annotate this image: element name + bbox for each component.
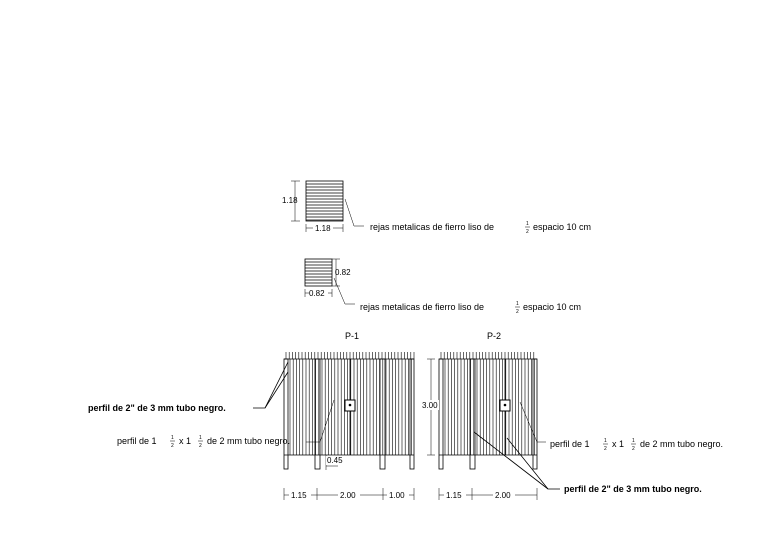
svg-text:1: 1 — [604, 438, 607, 444]
svg-text:x 1: x 1 — [179, 436, 192, 446]
panel-p1-spikes — [286, 352, 414, 359]
grill-small-leader — [334, 278, 355, 304]
panel-p2-rail-note: perfil de 1 — [550, 439, 590, 449]
window-grill-large — [282, 181, 591, 235]
svg-text:de 2 mm tubo negro.: de 2 mm tubo negro. — [207, 436, 291, 446]
svg-text:2: 2 — [516, 309, 519, 315]
panel-p1 — [88, 331, 414, 500]
panel-p2-dim-middle: 2.00 — [495, 491, 511, 500]
grill-large-height-label: 1.18 — [282, 196, 298, 205]
grill-large-note-end: espacio 10 cm — [533, 222, 592, 232]
svg-text:1: 1 — [516, 301, 519, 307]
svg-text:1: 1 — [199, 435, 202, 441]
panel-p2-post-left — [439, 359, 443, 469]
svg-text:2: 2 — [526, 229, 529, 235]
panel-p1-frame-note: perfil de 2" de 3 mm tubo negro. — [88, 403, 226, 413]
svg-text:2: 2 — [632, 446, 635, 452]
panel-p1-dim-right: 1.00 — [389, 491, 405, 500]
grill-small-bars — [305, 262, 332, 283]
svg-text:2: 2 — [199, 443, 202, 449]
panel-p2-height-label: 3.00 — [422, 401, 438, 410]
grill-large-note: rejas metalicas de fierro liso de — [370, 222, 495, 232]
panel-p1-dim-middle: 2.00 — [340, 491, 356, 500]
panel-p2-title: P-2 — [487, 331, 502, 341]
svg-text:2: 2 — [171, 443, 174, 449]
panel-p1-offset-label: 0.45 — [327, 456, 343, 465]
svg-text:1: 1 — [171, 435, 174, 441]
panel-p2-bars — [445, 359, 535, 455]
grill-small-note: rejas metalicas de fierro liso de — [360, 302, 485, 312]
grill-small-frame — [305, 259, 332, 286]
svg-text:1: 1 — [526, 221, 529, 227]
svg-text:2: 2 — [604, 446, 607, 452]
panel-p2-dim-left: 1.15 — [446, 491, 462, 500]
grill-large-bars — [306, 184, 343, 220]
svg-text:x 1: x 1 — [612, 439, 625, 449]
grill-small-note-end: espacio 10 cm — [523, 302, 582, 312]
panel-p1-frame-leader — [253, 362, 288, 408]
svg-text:1: 1 — [632, 438, 635, 444]
grill-large-width-label: 1.18 — [315, 224, 331, 233]
grill-small-height-label: 0.82 — [335, 268, 351, 277]
panel-p2 — [421, 331, 723, 500]
panel-p1-post-right — [410, 359, 414, 469]
window-grill-small — [305, 259, 581, 315]
panel-p1-title: P-1 — [345, 331, 360, 341]
panel-p2-post-right — [533, 359, 537, 469]
svg-text:de 2 mm tubo negro.: de 2 mm tubo negro. — [640, 439, 724, 449]
panel-p1-dim-left: 1.15 — [291, 491, 307, 500]
panel-p1-rail-note: perfil de 1 — [117, 436, 157, 446]
panel-p2-frame-note: perfil de 2" de 3 mm tubo negro. — [564, 484, 702, 494]
grill-small-width-label: 0.82 — [309, 289, 325, 298]
grill-large-leader — [345, 199, 364, 226]
panel-p2-spikes — [441, 352, 534, 359]
